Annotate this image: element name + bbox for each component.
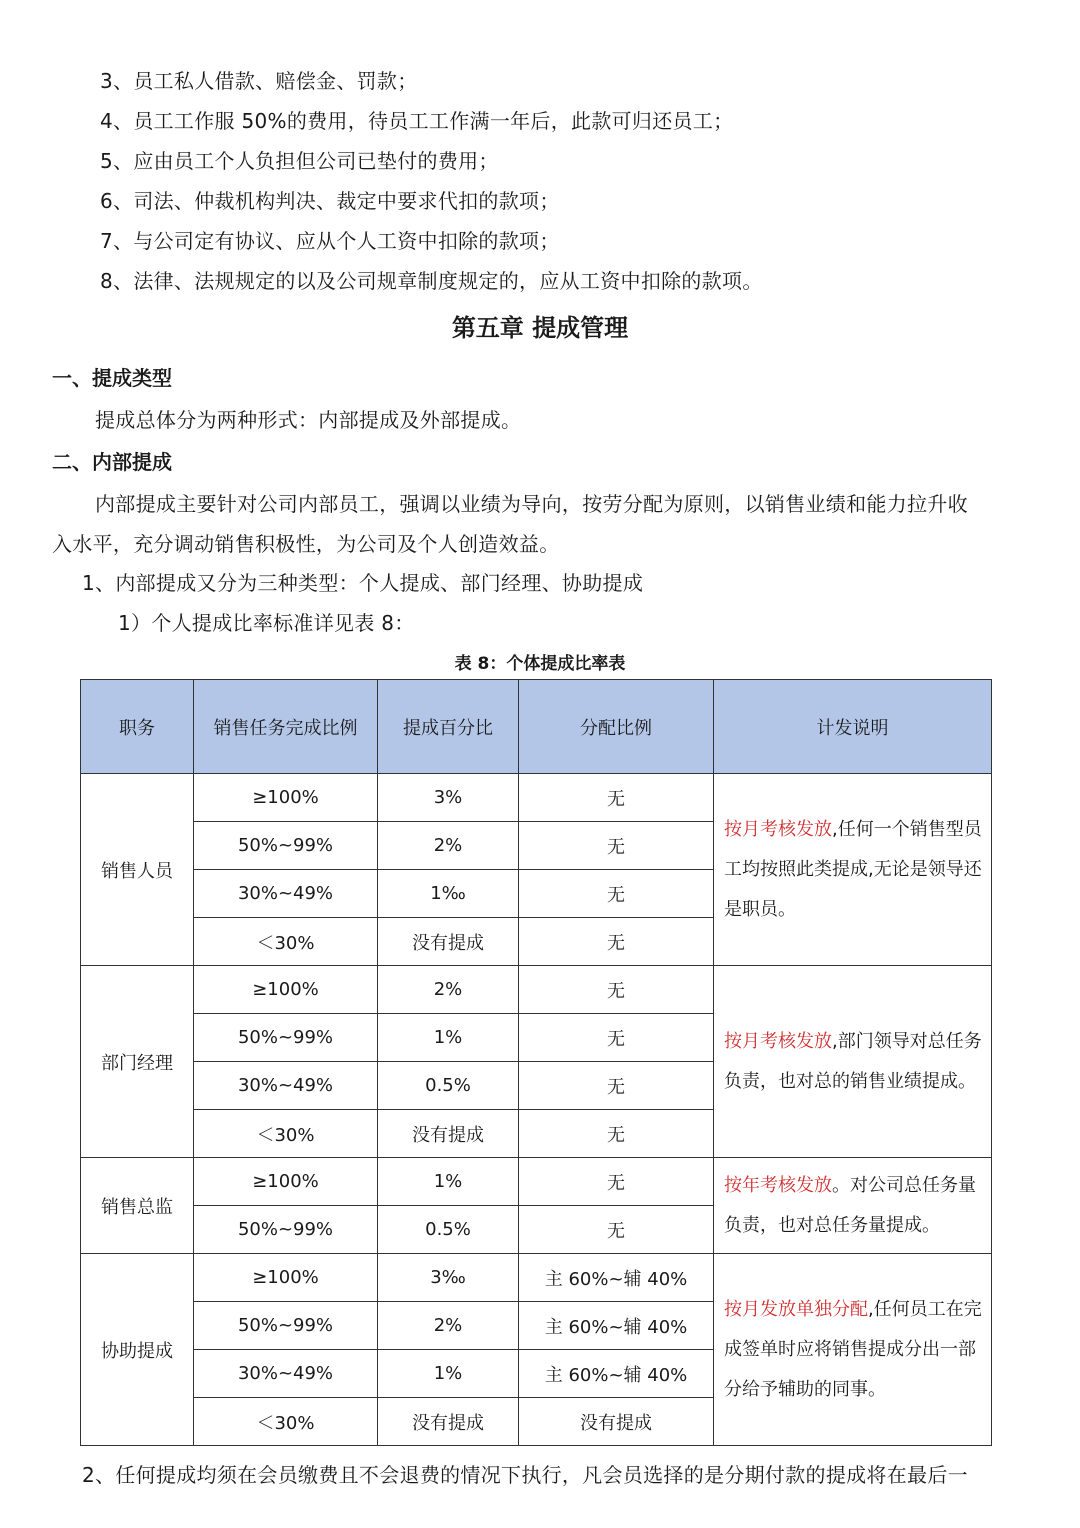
commission-rate-table bbox=[80, 679, 992, 1446]
role-cell: 协助提成 bbox=[81, 1254, 194, 1446]
description-highlight: 按月考核发放 bbox=[724, 818, 832, 840]
percentage-cell: 1% bbox=[378, 1350, 519, 1398]
allocation-cell: 没有提成 bbox=[519, 1398, 714, 1446]
percentage-cell: 2% bbox=[378, 966, 519, 1014]
percentage-cell: 没有提成 bbox=[378, 1398, 519, 1446]
range-cell: ＜30% bbox=[194, 1398, 378, 1446]
percentage-cell: 2% bbox=[378, 1302, 519, 1350]
allocation-cell: 无 bbox=[519, 918, 714, 966]
allocation-cell: 无 bbox=[519, 1158, 714, 1206]
allocation-cell: 无 bbox=[519, 822, 714, 870]
role-cell: 部门经理 bbox=[81, 966, 194, 1158]
table-row bbox=[81, 1158, 992, 1206]
description-highlight: 按月考核发放 bbox=[724, 1030, 832, 1052]
range-cell: ＜30% bbox=[194, 918, 378, 966]
description-cell bbox=[714, 1158, 992, 1254]
description-highlight: 按月发放单独分配 bbox=[724, 1298, 868, 1320]
range-cell: 30%~49% bbox=[194, 1350, 378, 1398]
range-cell: 30%~49% bbox=[194, 870, 378, 918]
deduction-item-6: 6、司法、仲裁机构判决、裁定中要求代扣的款项； bbox=[100, 189, 560, 213]
allocation-cell: 无 bbox=[519, 870, 714, 918]
description-text: ,任何一个销售型员工均按照此类提成,无论是领导还是职员。 bbox=[724, 818, 982, 920]
description-text: ,部门领导对总任务负责，也对总的销售业绩提成。 bbox=[724, 1030, 982, 1092]
range-cell: 50%~99% bbox=[194, 1302, 378, 1350]
section-heading-internal: 二、内部提成 bbox=[52, 450, 172, 474]
allocation-cell: 主 60%~辅 40% bbox=[519, 1302, 714, 1350]
allocation-cell: 无 bbox=[519, 1062, 714, 1110]
table-caption: 表 8：个体提成比率表 bbox=[454, 654, 626, 674]
percentage-cell: 3% bbox=[378, 774, 519, 822]
table-row bbox=[81, 774, 992, 822]
percentage-cell: 1% bbox=[378, 1014, 519, 1062]
allocation-cell: 无 bbox=[519, 1014, 714, 1062]
percentage-cell: 没有提成 bbox=[378, 1110, 519, 1158]
percentage-cell: 2% bbox=[378, 822, 519, 870]
percentage-cell: 0.5% bbox=[378, 1206, 519, 1254]
range-cell: ≥100% bbox=[194, 774, 378, 822]
chapter-title: 第五章 提成管理 bbox=[451, 314, 629, 342]
percentage-cell: 1% bbox=[378, 1158, 519, 1206]
allocation-cell: 主 60%~辅 40% bbox=[519, 1350, 714, 1398]
deduction-item-8: 8、法律、法规规定的以及公司规章制度规定的，应从工资中扣除的款项。 bbox=[100, 269, 763, 293]
range-cell: ＜30% bbox=[194, 1110, 378, 1158]
section-heading-types: 一、提成类型 bbox=[52, 366, 172, 390]
footer-paragraph: 2、任何提成均须在会员缴费且不会退费的情况下执行，凡会员选择的是分期付款的提成将在最后一 bbox=[82, 1463, 968, 1487]
deduction-item-7: 7、与公司定有协议、应从个人工资中扣除的款项； bbox=[100, 229, 560, 253]
table-row bbox=[81, 966, 992, 1014]
internal-item-1: 1、内部提成又分为三种类型：个人提成、部门经理、协助提成 bbox=[82, 571, 644, 595]
percentage-cell: 3‰ bbox=[378, 1254, 519, 1302]
role-cell: 销售人员 bbox=[81, 774, 194, 966]
deduction-item-5: 5、应由员工个人负担但公司已垫付的费用； bbox=[100, 149, 499, 173]
table-row bbox=[81, 1254, 992, 1302]
range-cell: 50%~99% bbox=[194, 822, 378, 870]
description-cell bbox=[714, 966, 992, 1158]
allocation-cell: 无 bbox=[519, 966, 714, 1014]
header-role: 职务 bbox=[81, 680, 194, 774]
allocation-cell: 无 bbox=[519, 1110, 714, 1158]
allocation-cell: 无 bbox=[519, 774, 714, 822]
role-cell: 销售总监 bbox=[81, 1158, 194, 1254]
allocation-cell: 主 60%~辅 40% bbox=[519, 1254, 714, 1302]
header-percentage: 提成百分比 bbox=[378, 680, 519, 774]
description-highlight: 按年考核发放 bbox=[724, 1174, 832, 1196]
internal-paragraph-line2: 入水平，充分调动销售积极性，为公司及个人创造效益。 bbox=[52, 532, 560, 556]
deduction-item-4: 4、员工工作服 50%的费用，待员工工作满一年后，此款可归还员工； bbox=[100, 109, 734, 133]
internal-item-1-sub: 1）个人提成比率标准详见表 8： bbox=[118, 611, 415, 635]
header-allocation: 分配比例 bbox=[519, 680, 714, 774]
range-cell: ≥100% bbox=[194, 1254, 378, 1302]
table-header-row bbox=[81, 680, 992, 774]
range-cell: 50%~99% bbox=[194, 1206, 378, 1254]
percentage-cell: 1‰ bbox=[378, 870, 519, 918]
allocation-cell: 无 bbox=[519, 1206, 714, 1254]
percentage-cell: 0.5% bbox=[378, 1062, 519, 1110]
description-text: 。对公司总任务量负责，也对总任务量提成。 bbox=[724, 1174, 976, 1236]
deduction-item-3: 3、员工私人借款、赔偿金、罚款； bbox=[100, 69, 418, 93]
percentage-cell: 没有提成 bbox=[378, 918, 519, 966]
range-cell: ≥100% bbox=[194, 1158, 378, 1206]
description-cell bbox=[714, 774, 992, 966]
range-cell: ≥100% bbox=[194, 966, 378, 1014]
description-cell bbox=[714, 1254, 992, 1446]
description-text: ,任何员工在完成签单时应将销售提成分出一部分给予辅助的同事。 bbox=[724, 1298, 982, 1400]
header-description: 计发说明 bbox=[714, 680, 992, 774]
types-paragraph: 提成总体分为两种形式：内部提成及外部提成。 bbox=[95, 408, 522, 432]
range-cell: 50%~99% bbox=[194, 1014, 378, 1062]
header-completion: 销售任务完成比例 bbox=[194, 680, 378, 774]
internal-paragraph-line1: 内部提成主要针对公司内部员工，强调以业绩为导向，按劳分配为原则，以销售业绩和能力拉升收 bbox=[95, 492, 968, 516]
range-cell: 30%~49% bbox=[194, 1062, 378, 1110]
